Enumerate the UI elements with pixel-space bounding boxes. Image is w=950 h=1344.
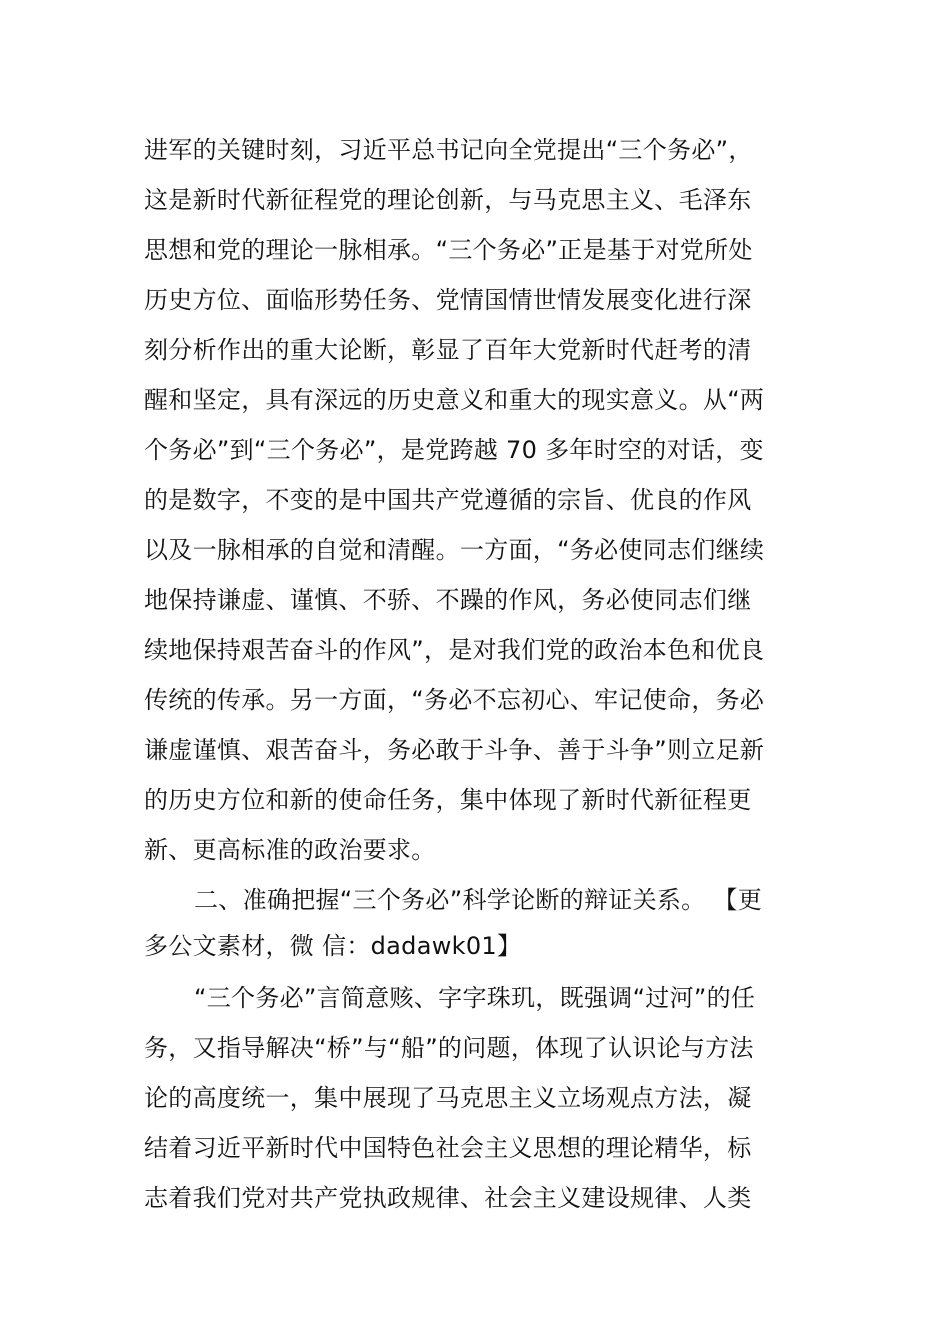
text-line: 论的高度统一，集中展现了马克思主义立场观点方法，凝: [144, 1084, 752, 1112]
text-line: 历史方位、面临形势任务、党情国情世情发展变化进行深: [144, 286, 752, 314]
text-line: 地保持谦虚、谨慎、不骄、不躁的作风，务必使同志们继: [144, 586, 752, 614]
text-line: 进军的关键时刻，习近平总书记向全党提出“三个务必”，: [144, 136, 753, 164]
text-line: 志着我们党对共产党执政规律、社会主义建设规律、人类: [144, 1184, 752, 1212]
text-line: 这是新时代新征程党的理论创新，与马克思主义、毛泽东: [144, 186, 752, 214]
text-line: 务，又指导解决“桥”与“船”的问题，体现了认识论与方法: [144, 1034, 754, 1062]
text-line: 新、更高标准的政治要求。: [144, 836, 436, 864]
text-line: 续地保持艰苦奋斗的作风”，是对我们党的政治本色和优良: [144, 636, 765, 664]
text-line: 醒和坚定，具有深远的历史意义和重大的现实意义。从“两: [144, 386, 765, 414]
text-line: “三个务必”言简意赅、字字珠玑，既强调“过河”的任: [194, 984, 756, 1012]
text-line: 思想和党的理论一脉相承。“三个务必”正是基于对党所处: [144, 236, 753, 264]
text-line: 以及一脉相承的自觉和清醒。一方面，“务必使同志们继续: [144, 536, 765, 564]
text-line: 的是数字，不变的是中国共产党遵循的宗旨、优良的作风: [144, 486, 752, 514]
text-line: 刻分析作出的重大论断，彰显了百年大党新时代赶考的清: [144, 336, 752, 364]
text-line: 传统的传承。另一方面，“务必不忘初心、牢记使命，务必: [144, 686, 765, 714]
heading-line: 多公文素材，微 信：dadawk01】: [144, 932, 522, 960]
text-line: 谦虚谨慎、艰苦奋斗，务必敢于斗争、善于斗争”则立足新: [144, 736, 765, 764]
heading-line: 二、准确把握“三个务必”科学论断的辩证关系。 【更: [194, 886, 762, 914]
text-line: 结着习近平新时代中国特色社会主义思想的理论精华，标: [144, 1134, 752, 1162]
text-line: 的历史方位和新的使命任务，集中体现了新时代新征程更: [144, 786, 752, 814]
text-line: 个务必”到“三个务必”，是党跨越 70 多年时空的对话，变: [144, 436, 764, 464]
